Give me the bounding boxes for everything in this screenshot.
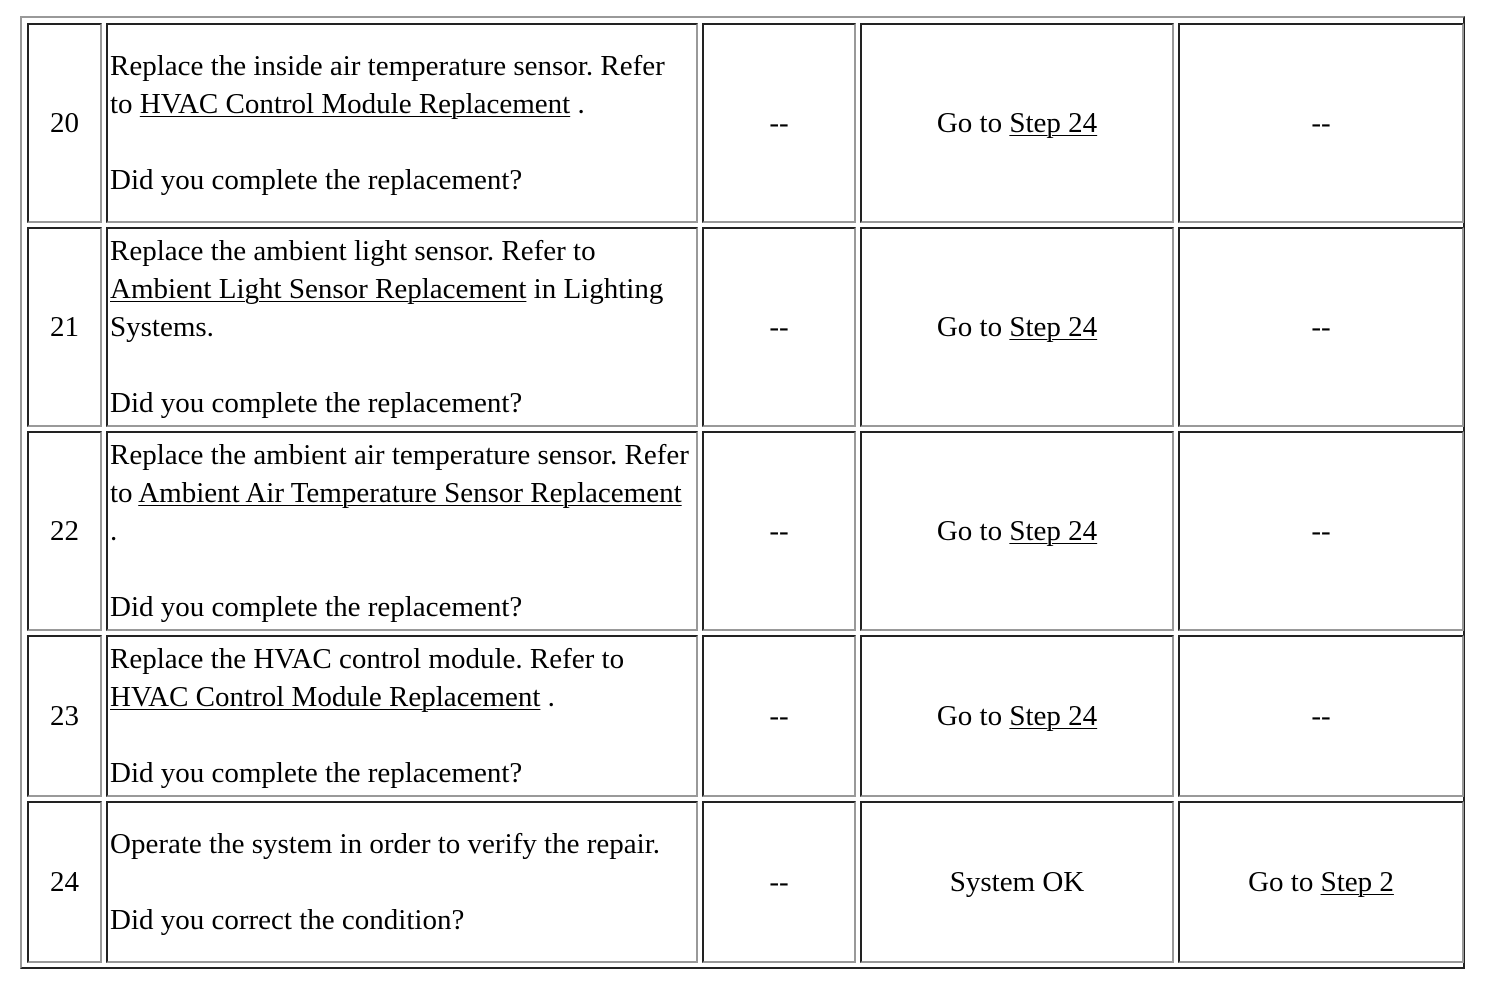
table-row	[27, 431, 1464, 631]
step-action	[106, 801, 698, 963]
action-text: Replace the ambient air temperature sensor. Refer to	[110, 439, 689, 509]
diagnostic-steps-table	[23, 19, 1468, 967]
yes-text: System OK	[949, 866, 1085, 898]
step-yes	[860, 227, 1174, 427]
action-text-post: in Lighting Systems.	[110, 273, 664, 343]
action-question: Did you correct the condition?	[110, 904, 465, 936]
step-action	[106, 227, 698, 427]
step-action	[106, 431, 698, 631]
action-text: Replace the ambient light sensor. Refer to	[110, 235, 596, 267]
diagnostic-table-frame	[20, 16, 1465, 969]
table-row	[27, 801, 1464, 963]
no-text: --	[1311, 311, 1331, 343]
table-row	[27, 227, 1464, 427]
goto-step-link[interactable]: Step 2	[1320, 866, 1394, 898]
step-value: --	[702, 23, 856, 223]
table-row	[27, 23, 1464, 223]
action-text: Replace the HVAC control module. Refer to	[110, 643, 625, 675]
step-no	[1178, 227, 1464, 427]
goto-step-link[interactable]: Step 24	[1009, 107, 1098, 139]
procedure-link[interactable]: Ambient Light Sensor Replacement	[110, 273, 527, 305]
step-number: 22	[27, 431, 102, 631]
procedure-link[interactable]: Ambient Air Temperature Sensor Replacement	[138, 477, 682, 509]
no-text: --	[1311, 700, 1331, 732]
action-text: Replace the inside air temperature sensor. Refer to	[110, 50, 665, 120]
action-question: Did you complete the replacement?	[110, 757, 523, 789]
action-question: Did you complete the replacement?	[110, 387, 523, 419]
action-text-post: .	[110, 515, 118, 547]
table-row	[27, 635, 1464, 797]
step-number: 24	[27, 801, 102, 963]
step-yes	[860, 23, 1174, 223]
procedure-link[interactable]: HVAC Control Module Replacement	[139, 88, 571, 120]
step-yes	[860, 801, 1174, 963]
action-text: Operate the system in order to verify the repair.	[110, 828, 660, 860]
no-text: Go to	[1248, 866, 1321, 898]
step-number: 20	[27, 23, 102, 223]
step-action	[106, 23, 698, 223]
step-value: --	[702, 635, 856, 797]
step-value: --	[702, 227, 856, 427]
goto-step-link[interactable]: Step 24	[1009, 700, 1098, 732]
yes-text: Go to	[936, 700, 1010, 732]
step-yes	[860, 431, 1174, 631]
yes-text: Go to	[936, 515, 1010, 547]
step-no	[1178, 23, 1464, 223]
action-question: Did you complete the replacement?	[110, 591, 523, 623]
step-no	[1178, 635, 1464, 797]
yes-text: Go to	[936, 107, 1010, 139]
procedure-link[interactable]: HVAC Control Module Replacement	[110, 681, 541, 713]
step-number: 23	[27, 635, 102, 797]
no-text: --	[1311, 107, 1331, 139]
action-text-post: .	[540, 681, 555, 713]
goto-step-link[interactable]: Step 24	[1009, 515, 1098, 547]
action-question: Did you complete the replacement?	[110, 164, 523, 196]
step-yes	[860, 635, 1174, 797]
step-no	[1178, 801, 1464, 963]
step-no	[1178, 431, 1464, 631]
step-number: 21	[27, 227, 102, 427]
action-text-post: .	[570, 88, 585, 120]
step-action	[106, 635, 698, 797]
goto-step-link[interactable]: Step 24	[1009, 311, 1098, 343]
step-value: --	[702, 801, 856, 963]
yes-text: Go to	[936, 311, 1010, 343]
step-value: --	[702, 431, 856, 631]
no-text: --	[1311, 515, 1331, 547]
